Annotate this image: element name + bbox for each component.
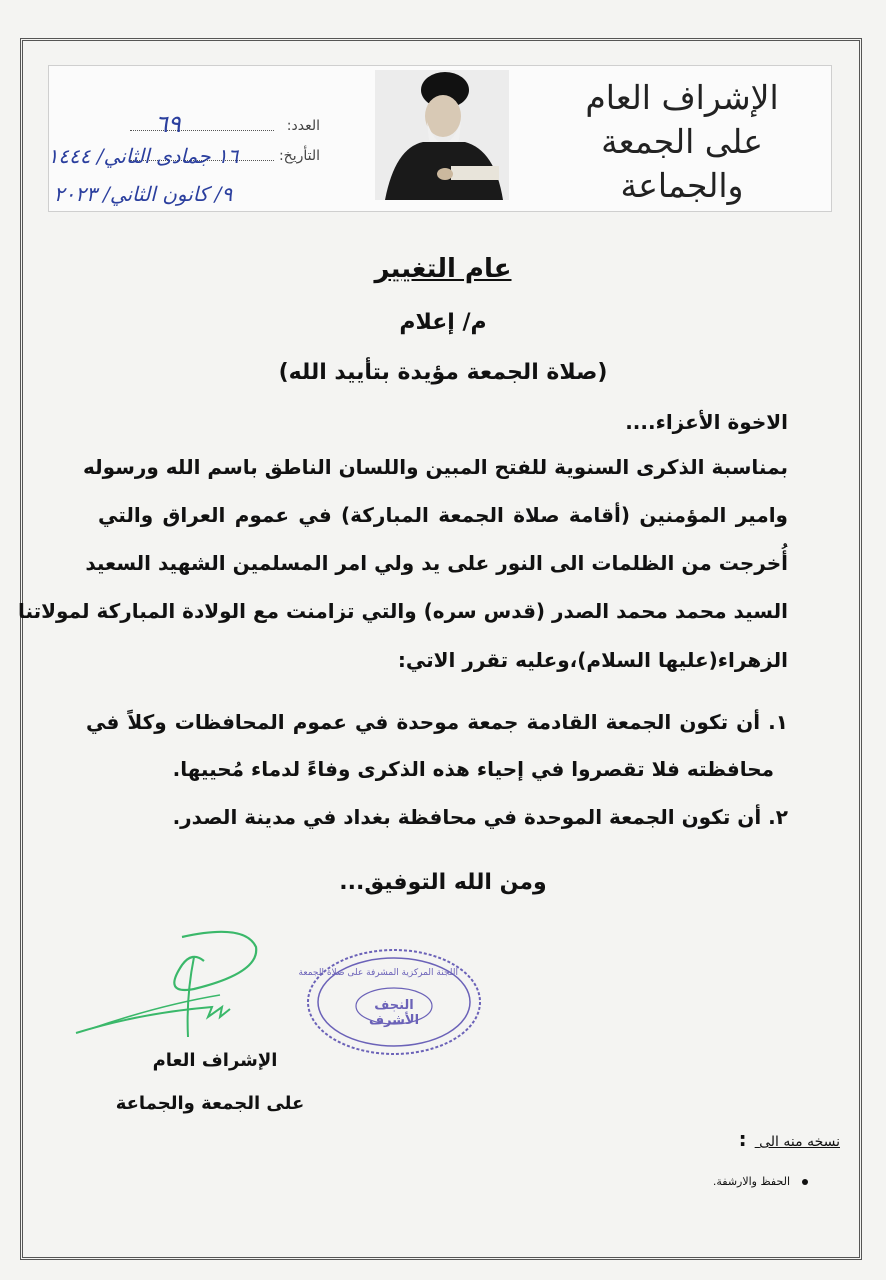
date-label: التأريخ: bbox=[278, 148, 320, 164]
brand-line1: الإشراف العام bbox=[585, 78, 779, 117]
number-row bbox=[80, 112, 320, 142]
copy-item: الحفظ والارشفة. bbox=[712, 1175, 790, 1188]
paragraph-line-2: وامير المؤمنين (أقامة صلاة الجمعة المباركة) في عموم العراق والتي bbox=[98, 503, 788, 527]
signatory-line1: الإشراف العام bbox=[152, 1050, 278, 1071]
copies-heading bbox=[739, 1127, 840, 1151]
number-label: العدد: bbox=[286, 118, 320, 134]
portrait-image bbox=[375, 70, 509, 200]
decision-item-2: ٢. أن تكون الجمعة الموحدة في محافظة بغداد في مدينة الصدر. bbox=[172, 805, 788, 829]
copy-bullet bbox=[802, 1179, 808, 1185]
copies-colon: : bbox=[738, 1127, 747, 1151]
handwritten-number: ٦٩ bbox=[155, 110, 181, 138]
paragraph-line-3: أُخرجت من الظلمات الى النور على يد ولي امر المسلمين الشهيد السعيد bbox=[85, 551, 788, 575]
official-stamp bbox=[298, 946, 484, 1058]
copies-label: نسخه منه الى bbox=[759, 1134, 840, 1150]
document-subtitle: (صلاة الجمعة مؤيدة بتأييد الله) bbox=[278, 360, 608, 385]
paragraph-line-1: بمناسبة الذكرى السنوية للفتح المبين واللسان الناطق باسم الله ورسوله bbox=[83, 455, 788, 479]
paragraph-line-5: الزهراء(عليها السلام)،وعليه تقرر الاتي: bbox=[397, 648, 788, 672]
closing-text: ومن الله التوفيق... bbox=[339, 870, 547, 895]
decision-item-1-cont: محافظته فلا تقصروا في إحياء هذه الذكرى وفاءً لدماء مُحييها. bbox=[172, 757, 774, 781]
document-title: عام التغيير bbox=[374, 254, 512, 284]
stamp-ring-text: اللجنة المركزية المشرفة على صلاة الجمعة bbox=[298, 968, 458, 978]
decision-item-1: ١. أن تكون الجمعة القادمة جمعة موحدة في عموم المحافظات وكلاً في bbox=[86, 710, 788, 734]
handwritten-signature bbox=[70, 925, 280, 1045]
document-subject: م/ إعلام bbox=[399, 310, 487, 335]
signatory-line2: على الجمعة والجماعة bbox=[115, 1093, 305, 1114]
greeting: الاخوة الأعزاء.... bbox=[625, 410, 788, 434]
letterhead-brand bbox=[552, 76, 812, 208]
stamp-center-text: النجف الأشرف bbox=[368, 998, 420, 1028]
handwritten-date-gregorian: ٩/ كانون الثاني/ ٢٠٢٣ bbox=[53, 182, 233, 206]
paragraph-line-4: السيد محمد محمد الصدر (قدس سره) والتي تزامنت مع الولادة المباركة لمولاتنا bbox=[17, 599, 788, 623]
handwritten-date-hijri: ١٦ جمادى الثاني/ ١٤٤٤ bbox=[47, 144, 239, 168]
brand-line2: على الجمعة والجماعة bbox=[601, 122, 763, 205]
